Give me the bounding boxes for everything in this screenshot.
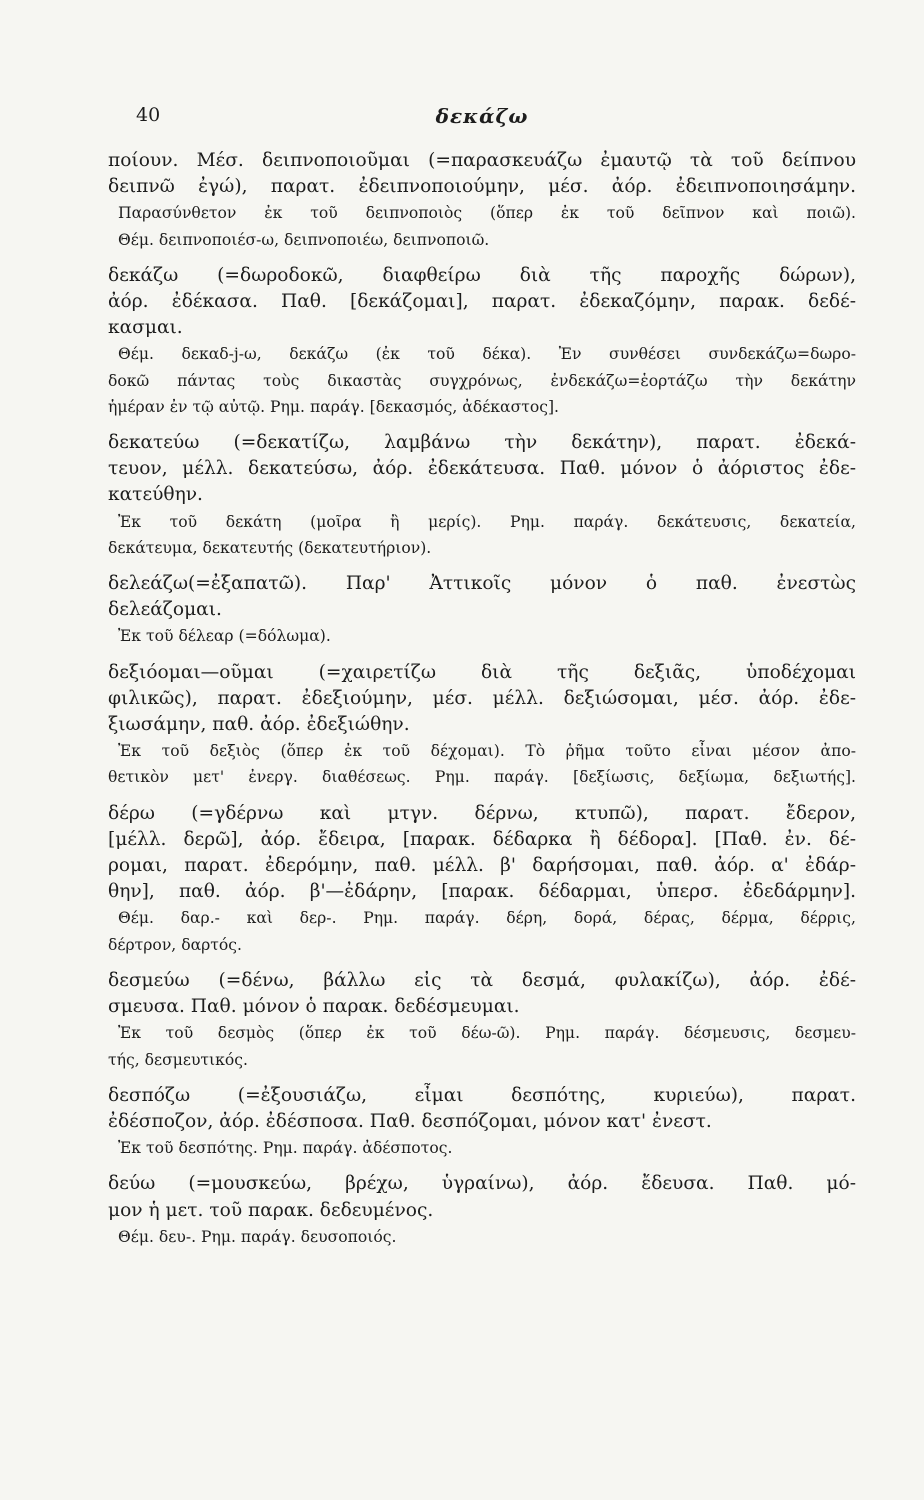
entry-gap: [108, 1161, 856, 1171]
text-line: μον ἡ μετ. τοῦ παρακ. δεδευμένος.: [108, 1199, 434, 1221]
text-line: δεκάζω (=δωροδοκῶ, διαφθείρω διὰ τῆς παροχῆς δώρων),: [108, 264, 856, 286]
text-line: Ἐκ τοῦ δέλεαρ (=δόλωμα).: [118, 627, 331, 646]
text-line: δελεάζομαι.: [108, 599, 222, 621]
text-line: δέρτρον, δαρτός.: [108, 935, 243, 954]
text-line: δειπνῶ ἐγώ), παρατ. ἐδειπνοποιούμην, μέσ. ἀόρ. ἐδειπνοποιησάμην.: [108, 176, 856, 198]
text-line: τευον, μέλλ. δεκατεύσω, ἀόρ. ἐδεκάτευσα. Παθ. μόνον ὁ ἀόριστος ἐδε-: [108, 458, 856, 480]
entries-body: [108, 148, 856, 1250]
text-line: Ἐκ τοῦ δεξιὸς (ὅπερ ἐκ τοῦ δέχομαι). Τὸ ῥῆμα τοῦτο εἶναι μέσον ἀπο-: [118, 742, 856, 761]
text-line: Ἐκ τοῦ δεσμὸς (ὅπερ ἐκ τοῦ δέω-ῶ). Ρημ. παράγ. δέσμευσις, δεσμευ-: [118, 1024, 856, 1043]
entry-gap: [108, 958, 856, 968]
entry-gap: [108, 561, 856, 571]
text-line: Ἐκ τοῦ δεσπότης. Ρημ. παράγ. ἀδέσποτος.: [118, 1139, 453, 1158]
text-line: Θέμ. δειπνοποιέσ-ω, δειπνοποιέω, δειπνοποιῶ.: [118, 230, 490, 249]
entry-gap: [108, 791, 856, 801]
text-line: Θέμ. δαρ.- καὶ δερ-. Ρημ. παράγ. δέρη, δορά, δέρας, δέρμα, δέρρις,: [118, 909, 856, 928]
text-line: δεξιόομαι—οῦμαι (=χαιρετίζω διὰ τῆς δεξιᾶς, ὑποδέχομαι: [108, 661, 856, 683]
text-line: δεσπόζω (=ἐξουσιάζω, εἶμαι δεσπότης, κυριεύω), παρατ.: [108, 1084, 856, 1106]
entry-gap: [108, 420, 856, 430]
text-line: δεσμεύω (=δένω, βάλλω εἰς τὰ δεσμά, φυλακίζω), ἀόρ. ἐδέ-: [108, 969, 856, 991]
text-line: ἡμέραν ἐν τῷ αὐτῷ. Ρημ. παράγ. [δεκασμός, ἀδέκαστος].: [108, 397, 560, 416]
text-line: δεκάτευμα, δεκατευτής (δεκατευτήριον).: [108, 538, 432, 557]
text-line: δοκῶ πάντας τοὺς δικαστὰς συγχρόνως, ἐνδεκάζω=ἑορτάζω τὴν δεκάτην: [108, 371, 856, 390]
text-line: δέρω (=γδέρνω καὶ μτγν. δέρνω, κτυπῶ), παρατ. ἔδερον,: [108, 802, 856, 824]
page-number: 40: [136, 104, 161, 126]
running-head: δεκάζω: [435, 104, 529, 128]
entry-gap: [108, 650, 856, 660]
text-line: θην], παθ. ἀόρ. β'—ἐδάρην, [παρακ. δέδαρμαι, ὑπερσ. ἐδεδάρμην].: [108, 881, 856, 903]
text-line: δεύω (=μουσκεύω, βρέχω, ὑγραίνω), ἀόρ. ἔδευσα. Παθ. μό-: [108, 1173, 856, 1195]
text-line: Θέμ. δευ-. Ρημ. παράγ. δευσοποιός.: [118, 1227, 397, 1246]
page-header: [108, 104, 856, 134]
text-line: Ἐκ τοῦ δεκάτη (μοῖρα ἢ μερίς). Ρημ. παράγ. δεκάτευσις, δεκατεία,: [118, 512, 856, 531]
entry-gap: [108, 253, 856, 263]
text-line: [μέλλ. δερῶ], ἀόρ. ἔδειρα, [παρακ. δέδαρκα ἢ δέδορα]. [Παθ. ἐν. δέ-: [108, 828, 856, 850]
text-line: δελεάζω(=ἐξαπατῶ). Παρ' Ἀττικοῖς μόνον ὁ παθ. ἐνεστὼς: [108, 573, 856, 595]
text-line: ἐδέσποζον, ἀόρ. ἐδέσποσα. Παθ. δεσπόζομαι, μόνον κατ' ἐνεστ.: [108, 1110, 712, 1132]
text-line: κατεύθην.: [108, 484, 203, 506]
text-line: ξιωσάμην, παθ. ἀόρ. ἐδεξιώθην.: [108, 714, 410, 736]
text-line: Θέμ. δεκαδ-j-ω, δεκάζω (ἐκ τοῦ δέκα). Ἐν συνθέσει συνδεκάζω=δωρο-: [118, 345, 856, 364]
text-line: θετικὸν μετ' ἐνεργ. διαθέσεως. Ρημ. παράγ. [δεξίωσις, δεξίωμα, δεξιωτής].: [108, 768, 856, 787]
text-line: δεκατεύω (=δεκατίζω, λαμβάνω τὴν δεκάτην), παρατ. ἐδεκά-: [108, 432, 856, 454]
text-line: Παρασύνθετον ἐκ τοῦ δειπνοποιὸς (ὅπερ ἐκ τοῦ δεῖπνον καὶ ποιῶ).: [118, 204, 856, 223]
entry-gap: [108, 1073, 856, 1083]
text-line: ρομαι, παρατ. ἐδερόμην, παθ. μέλλ. β' δαρήσομαι, παθ. ἀόρ. α' ἐδάρ-: [108, 855, 856, 877]
text-line: κασμαι.: [108, 317, 183, 339]
text-line: σμευσα. Παθ. μόνον ὁ παρακ. δεδέσμευμαι.: [108, 996, 520, 1018]
text-line: ἀόρ. ἐδέκασα. Παθ. [δεκάζομαι], παρατ. ἐδεκαζόμην, παρακ. δεδέ-: [108, 291, 856, 313]
text-line: φιλικῶς), παρατ. ἐδεξιούμην, μέσ. μέλλ. δεξιώσομαι, μέσ. ἀόρ. ἐδε-: [108, 687, 856, 709]
text-line: τής, δεσμευτικός.: [108, 1050, 248, 1069]
text-line: ποίουν. Μέσ. δειπνοποιοῦμαι (=παρασκευάζω ἐμαυτῷ τὰ τοῦ δείπνου: [108, 150, 856, 171]
